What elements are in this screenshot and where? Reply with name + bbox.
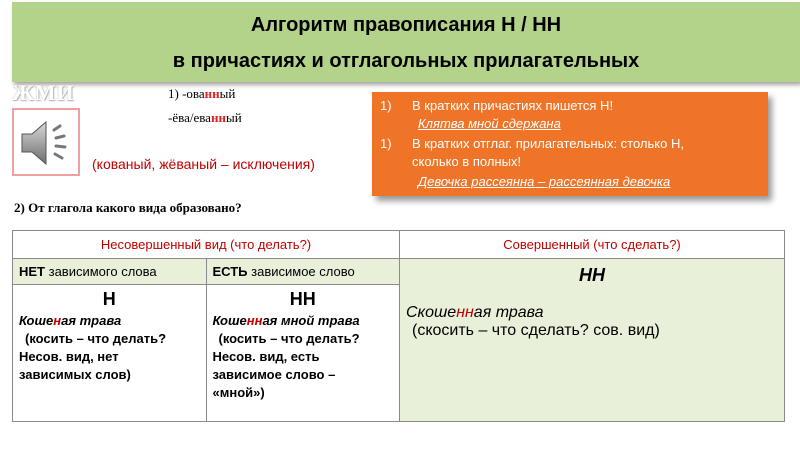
- cell-heading: Н: [102, 289, 116, 309]
- word-part: Скоше: [406, 304, 457, 321]
- cell-n: [13, 285, 207, 422]
- speaker-icon: [18, 116, 76, 170]
- word-part: ая трава: [61, 313, 122, 328]
- rule-highlight: нн: [210, 110, 226, 125]
- cell-perfective: [400, 259, 785, 422]
- example-perfective: [400, 302, 784, 342]
- note-text: В кратких причастиях пишется Н!: [412, 98, 614, 113]
- example-note: зависимое слово –: [212, 367, 336, 382]
- cell-heading: НН: [579, 265, 605, 285]
- rule-text: 1) -ова: [168, 86, 205, 101]
- rule-text: ый: [225, 110, 242, 125]
- note-item-1: [380, 98, 613, 113]
- rule-highlight: нн: [204, 86, 220, 101]
- rule-ovannyj: [168, 86, 235, 102]
- example-note: Несов. вид, есть: [212, 349, 320, 364]
- rule-text: ый: [219, 86, 236, 101]
- note-text: В кратких отглаг. прилагательных: столько Н,: [412, 136, 684, 151]
- subheader-text: зависимое слово: [247, 264, 355, 279]
- word-highlight: нн: [456, 304, 474, 321]
- audio-label[interactable]: ЖМИ: [12, 80, 75, 105]
- subheader-keyword: НЕТ: [19, 264, 45, 279]
- note-item-2: [380, 136, 684, 151]
- header-perfective: Совершенный (что сделать?): [400, 231, 785, 259]
- note-example-2: Девочка рассеянна – рассеянная девочка: [418, 174, 671, 189]
- example-note: Несов. вид, нет: [19, 349, 119, 364]
- word-part: Коше: [19, 313, 54, 328]
- example-nn: [207, 310, 400, 404]
- exceptions-note: (кованый, жёваный – исключения): [92, 156, 315, 172]
- example-note: (скосить – что сделать? сов. вид): [412, 322, 660, 339]
- word-part: ая трава: [473, 304, 544, 321]
- word-highlight: нн: [246, 313, 263, 328]
- note-box: [372, 92, 768, 196]
- rule-text: -ёва/ева: [168, 110, 211, 125]
- cell-nn: [206, 285, 400, 422]
- question-2: 2) От глагола какого вида образовано?: [14, 200, 242, 215]
- header-imperfective: Несовершенный вид (что делать?): [13, 231, 400, 259]
- example-note: (косить – что делать?: [25, 331, 167, 346]
- example-word: [406, 304, 778, 322]
- subheader-keyword: ЕСТЬ: [212, 264, 248, 279]
- note-number: 1): [380, 136, 392, 151]
- example-word: [19, 312, 200, 330]
- rules-table: [12, 230, 785, 422]
- audio-button[interactable]: [12, 108, 80, 176]
- example-note: (косить – что делать?: [218, 331, 360, 346]
- rule-evannyj: [168, 110, 242, 126]
- title-banner: [12, 2, 800, 82]
- word-part: Коше: [212, 313, 247, 328]
- note-example-1: Клятва мной сдержана: [418, 116, 561, 131]
- subheader-text: зависимого слова: [45, 264, 157, 279]
- example-n: [13, 310, 206, 386]
- page-subtitle: в причастиях и отглагольных прилагательных: [172, 50, 640, 72]
- note-item-2-cont: сколько в полных!: [412, 154, 522, 169]
- cell-heading: НН: [289, 289, 316, 309]
- example-word: [213, 312, 394, 330]
- word-part: ая мной трава: [262, 313, 360, 328]
- example-note: зависимых слов): [19, 367, 131, 382]
- example-note: «мной»): [212, 385, 265, 400]
- note-number: 1): [380, 98, 392, 113]
- subheader-has-dependent: [206, 259, 400, 285]
- page-title: Алгоритм правописания Н / НН: [250, 14, 562, 36]
- word-highlight: н: [53, 313, 62, 328]
- subheader-no-dependent: [13, 259, 207, 285]
